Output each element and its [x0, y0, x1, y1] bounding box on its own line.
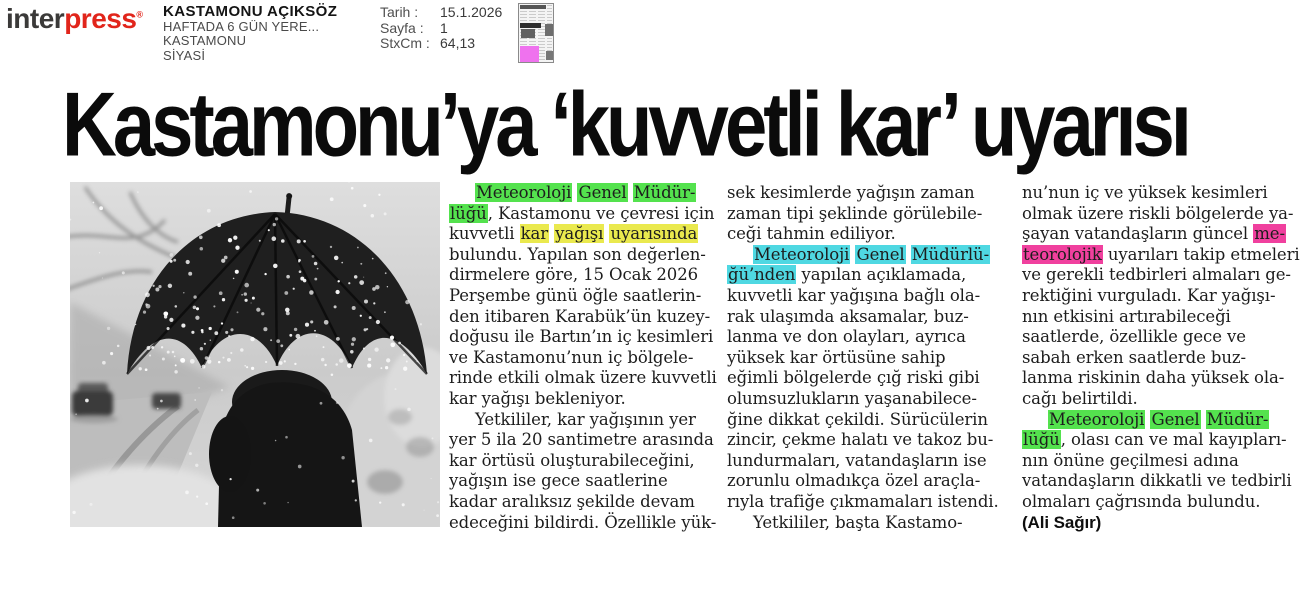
meta-label: Tarih : — [380, 4, 419, 20]
highlighted-text: Meteoroloji — [476, 183, 572, 202]
highlighted-text: kar — [520, 224, 548, 244]
article-line — [727, 430, 999, 451]
highlighted-text: teorolojik — [1023, 244, 1102, 264]
article-text: den itibaren Karabük’ün kuzey- — [449, 306, 711, 326]
article-line — [727, 183, 999, 204]
article-line — [449, 183, 721, 204]
article-text: nın etkisini artırabileceği — [1022, 306, 1231, 326]
article-line — [449, 410, 721, 431]
article-text: kar yağışı bekleniyor. — [449, 388, 626, 408]
article-text: kar örtüsü oluşturabileceğini, — [449, 450, 695, 470]
article-text: bulundu. Yapılan son değerlen- — [449, 244, 706, 264]
article-line — [727, 368, 999, 389]
highlighted-text: lüğü — [450, 203, 487, 223]
article-line — [1022, 244, 1300, 266]
article-text: dirmelere göre, 15 Ocak 2026 — [449, 265, 698, 285]
article-text: nın önüne geçilmesi adına — [1022, 450, 1239, 470]
article-text — [906, 245, 911, 264]
article-line — [1022, 451, 1294, 472]
article-line — [727, 513, 999, 534]
article-text: ve Kastamonu’nun iç bölgele- — [449, 347, 694, 367]
highlighted-text: Genel — [578, 183, 627, 202]
highlighted-text: Müdür- — [633, 183, 696, 202]
registered-mark: ® — [136, 9, 143, 20]
article-text: lanma ve don olayları, ayrıca — [727, 327, 966, 347]
article-text: uyarıları takip etmeleri — [1102, 244, 1300, 264]
article-column-1 — [449, 183, 721, 533]
article-text: ğine dikkat çekildi. Sürücülerin — [727, 409, 988, 429]
meta-value-date: 15.1.2026 — [440, 4, 503, 20]
article-text: sabah erken saatlerde buz- — [1022, 347, 1246, 367]
article-text: olmak üzere riskli bölgelerde ya- — [1022, 203, 1294, 223]
article-text: rak ulaşımda aksamalar, buz- — [727, 306, 969, 326]
highlighted-text: Genel — [1151, 409, 1200, 429]
article-line — [449, 307, 721, 328]
article-text: zaman tipi şeklinde görülebile- — [727, 203, 983, 223]
thumbnail-highlight-region — [520, 46, 539, 62]
highlighted-text: Müdür- — [1206, 409, 1269, 429]
highlighted-text: lüğü — [1023, 430, 1060, 450]
article-line — [449, 471, 721, 492]
meta-row-page — [380, 21, 502, 37]
article-text: olmaları çağrısında bulundu. — [1022, 491, 1261, 511]
thumbnail-photo-block — [546, 51, 553, 60]
article-text — [1201, 410, 1206, 429]
thumbnail-photo-block — [545, 24, 553, 36]
article-line — [1022, 204, 1294, 225]
article-line — [1022, 327, 1294, 348]
logo-part-press: press — [64, 3, 137, 34]
article-photo — [70, 182, 440, 527]
article-line — [449, 430, 721, 451]
article-line — [1022, 348, 1294, 369]
article-line — [727, 410, 999, 431]
article-line — [727, 471, 999, 492]
article-text: olumsuzlukların yaşanabilece- — [727, 388, 977, 408]
article-text: saatlerde, özellikle gece ve — [1022, 327, 1246, 347]
highlighted-text: me- — [1254, 224, 1285, 244]
article-line — [1022, 265, 1294, 286]
article-text: zincir, çekme halatı ve takoz bu- — [727, 430, 994, 450]
article-line — [727, 451, 999, 472]
highlighted-text: ğü’nden — [728, 265, 796, 285]
article-line — [449, 265, 721, 286]
article-text: yer 5 ila 20 santimetre arasında — [449, 430, 714, 450]
snow-umbrella-photo-illustration — [70, 182, 440, 527]
article-text: Perşembe günü öğle saatlerin- — [449, 285, 702, 305]
article-line — [1022, 224, 1294, 245]
article-column-3 — [1022, 183, 1300, 533]
publication-name: KASTAMONU AÇIKSÖZ — [163, 3, 338, 20]
article-text: doğusu ile Bartın’ın iç kesimleri — [449, 327, 714, 347]
article-text: kuvvetli kar yağışına bağlı ola- — [727, 285, 981, 305]
article-text: vatandaşların dikkatli ve tedbirli — [1022, 471, 1292, 491]
article-text — [628, 183, 633, 202]
meta-label: Sayfa : — [380, 19, 424, 36]
article-line — [1022, 183, 1294, 204]
article-line — [449, 389, 721, 410]
article-text: sek kesimlerde yağışın zaman — [727, 183, 975, 202]
article-text: lanma riskinin daha yüksek ola- — [1022, 368, 1285, 388]
article-line — [449, 368, 721, 389]
article-line — [1022, 410, 1294, 431]
article-line — [449, 224, 721, 245]
publication-frequency: HAFTADA 6 GÜN YERE... — [163, 18, 320, 34]
highlighted-text: Meteoroloji — [754, 244, 850, 264]
article-text: şayan vatandaşların güncel — [1022, 224, 1254, 244]
article-line — [449, 286, 721, 307]
article-line — [1022, 307, 1294, 328]
interpress-logo[interactable] — [6, 5, 143, 33]
highlighted-text: Müdürlü- — [911, 244, 990, 264]
article-text: yapılan açıklamada, — [796, 265, 967, 285]
publication-category: SİYASİ — [163, 47, 206, 63]
article-text: Yetkililer, kar yağışının yer — [475, 409, 696, 429]
thumbnail-headline-block — [520, 23, 541, 28]
article-text: eğimli bölgelerde çığ riski gibi — [727, 368, 980, 388]
article-text: rinde etkili olmak üzere kuvvetli — [449, 368, 717, 388]
article-line — [727, 265, 999, 286]
article-line — [1022, 513, 1294, 534]
article-line — [727, 348, 999, 369]
article-text: edeceğini bildirdi. Özellikle yük- — [449, 512, 717, 532]
article-line — [449, 327, 721, 348]
newspaper-page-thumbnail[interactable] — [518, 3, 554, 63]
clipping-metadata — [380, 5, 502, 52]
highlighted-text: Genel — [856, 244, 905, 264]
article-line — [1022, 368, 1294, 389]
publication-info — [163, 5, 337, 63]
article-line — [449, 492, 721, 513]
article-text: , olası can ve mal kayıpları- — [1060, 430, 1287, 450]
article-line — [727, 224, 999, 245]
article-line — [449, 513, 721, 534]
article-text: zorunlu olmadıkça özel araçla- — [727, 471, 981, 491]
article-text: kuvvetli — [449, 224, 520, 244]
thumbnail-masthead — [520, 5, 546, 9]
meta-row-date — [380, 5, 502, 21]
logo-part-inter: inter — [6, 3, 65, 34]
article-line — [727, 286, 999, 307]
article-line — [727, 389, 999, 410]
highlighted-text: yağışı — [555, 224, 604, 244]
article-text: rıyla trafiğe çıkmamaları istendi. — [727, 491, 999, 511]
meta-label: StxCm : — [380, 35, 430, 51]
article-line — [449, 204, 721, 225]
article-text: rektiğini vurguladı. Kar yağışı- — [1022, 285, 1276, 305]
article-text: lundurmaları, vatandaşların ise — [727, 450, 987, 470]
thumbnail-photo-block — [521, 29, 535, 38]
article-line — [449, 348, 721, 369]
meta-value-stxcm: 64,13 — [440, 35, 476, 51]
article-text: , Kastamonu ve çevresi için — [487, 203, 715, 223]
article-line — [449, 451, 721, 472]
article-text: Yetkililer, başta Kastamo- — [753, 512, 963, 532]
article-text: ve gerekli tedbirleri almaları ge- — [1022, 265, 1291, 285]
article-text: ceği tahmin ediliyor. — [727, 224, 896, 244]
article-text: (Ali Sağır) — [1022, 512, 1102, 532]
article-line — [727, 307, 999, 328]
article-text: nu’nun iç ve yüksek kesimleri — [1022, 183, 1268, 202]
article-line — [727, 492, 999, 513]
article-line — [1022, 430, 1294, 451]
article-line — [727, 204, 999, 225]
article-text: cağı belirtildi. — [1022, 388, 1138, 408]
meta-value-page: 1 — [440, 19, 448, 36]
article-line — [1022, 286, 1294, 307]
article-line — [1022, 492, 1294, 513]
article-text: yağışın ise gece saatlerine — [449, 471, 668, 491]
article-text: yüksek kar örtüsüne sahip — [727, 347, 946, 367]
highlighted-text: Meteoroloji — [1049, 409, 1145, 429]
article-line — [449, 245, 721, 266]
highlighted-text: uyarısında — [610, 224, 698, 244]
article-line — [727, 327, 999, 348]
article-column-2 — [727, 183, 999, 533]
article-line — [727, 245, 999, 266]
article-text: kadar aralıksız şekilde devam — [449, 491, 695, 511]
article-headline: Kastamonu’ya ‘kuvvetli kar’ uyarısı — [62, 74, 1188, 176]
meta-row-stxcm — [380, 36, 502, 52]
publication-city: KASTAMONU — [163, 33, 247, 48]
article-line — [1022, 471, 1294, 492]
article-line — [1022, 389, 1294, 410]
